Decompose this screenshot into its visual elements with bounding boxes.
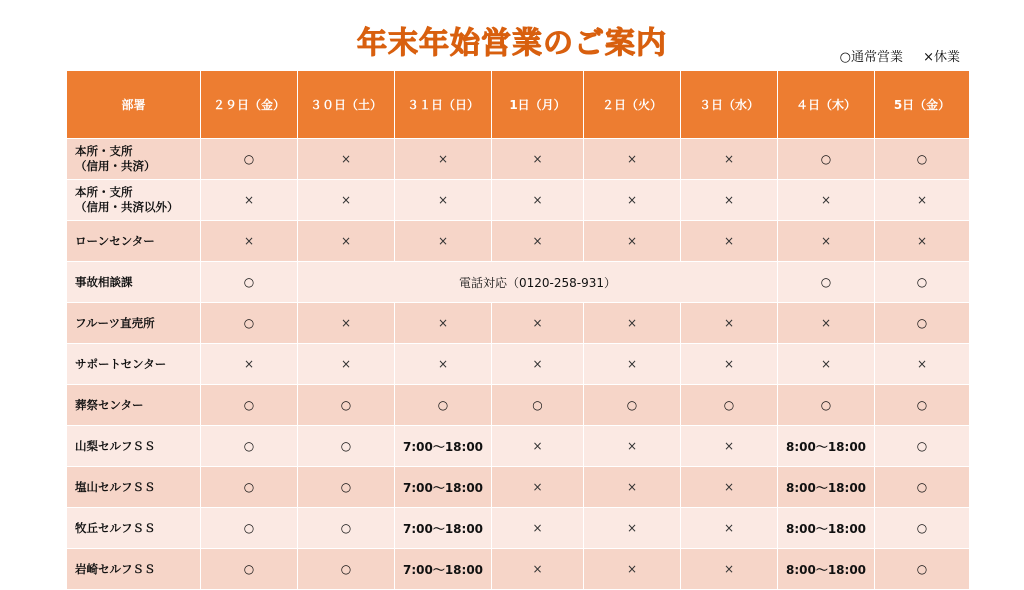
status-cell-hours: 8:00～18:00	[778, 426, 875, 467]
dept-name	[67, 262, 201, 303]
status-cell-closed: ×	[201, 221, 298, 262]
status-cell-closed: ×	[395, 180, 492, 221]
status-cell-open: ○	[875, 385, 970, 426]
status-cell-closed: ×	[201, 344, 298, 385]
table-row	[67, 385, 970, 426]
status-cell-hours: 7:00～18:00	[395, 467, 492, 508]
status-cell-closed: ×	[201, 180, 298, 221]
status-cell-closed: ×	[298, 344, 395, 385]
dept-name-line1: 葬祭センター	[75, 397, 144, 412]
status-cell-closed: ×	[681, 508, 778, 549]
dept-name-line1: ローンセンター	[75, 233, 155, 248]
status-cell-open: ○	[201, 385, 298, 426]
status-cell-closed: ×	[778, 221, 875, 262]
table-row	[67, 426, 970, 467]
status-cell-open: ○	[298, 467, 395, 508]
status-cell-closed: ×	[492, 139, 584, 180]
status-cell-hours: 8:00～18:00	[778, 508, 875, 549]
status-cell-open: ○	[201, 139, 298, 180]
status-cell-hours: 8:00～18:00	[778, 467, 875, 508]
status-cell-closed: ×	[298, 221, 395, 262]
dept-name	[67, 549, 201, 590]
status-cell-open: ○	[298, 426, 395, 467]
header-day: 5日（金）	[875, 71, 970, 139]
table-row	[67, 549, 970, 590]
status-cell-closed: ×	[492, 508, 584, 549]
status-cell-closed: ×	[681, 426, 778, 467]
status-cell-open: ○	[201, 303, 298, 344]
legend	[824, 46, 960, 65]
legend-closed: ×休業	[923, 50, 960, 65]
table-row	[67, 221, 970, 262]
status-cell-open: ○	[298, 549, 395, 590]
status-cell-open: ○	[875, 549, 970, 590]
status-cell-open: ○	[875, 426, 970, 467]
header-day: ３１日（日）	[395, 71, 492, 139]
header-day: ２９日（金）	[201, 71, 298, 139]
status-cell-closed: ×	[492, 426, 584, 467]
status-cell-closed: ×	[492, 467, 584, 508]
dept-name-line1: 本所・支所	[75, 144, 133, 158]
status-cell-closed: ×	[395, 303, 492, 344]
status-cell-closed: ×	[584, 180, 681, 221]
status-cell-closed: ×	[778, 303, 875, 344]
status-cell-open: ○	[395, 385, 492, 426]
status-cell-open: ○	[875, 262, 970, 303]
status-cell-open: ○	[875, 508, 970, 549]
dept-name	[67, 344, 201, 385]
header-day: ３０日（土）	[298, 71, 395, 139]
header-dept: 部署	[67, 71, 201, 139]
status-cell-closed: ×	[875, 344, 970, 385]
status-cell-closed: ×	[681, 549, 778, 590]
status-cell-closed: ×	[584, 549, 681, 590]
status-cell-closed: ×	[681, 180, 778, 221]
dept-name	[67, 180, 201, 221]
dept-name-line1: 牧丘セルフＳＳ	[75, 520, 156, 535]
table-row	[67, 262, 970, 303]
status-cell-closed: ×	[584, 139, 681, 180]
page-title: 年末年始営業のご案内	[357, 26, 667, 61]
table-row	[67, 344, 970, 385]
schedule-body	[67, 139, 970, 590]
dept-name	[67, 508, 201, 549]
status-cell-open: ○	[201, 508, 298, 549]
status-cell-closed: ×	[681, 139, 778, 180]
status-cell-open: ○	[584, 385, 681, 426]
dept-name-line2: （信用・共済）	[75, 159, 156, 173]
status-cell-closed: ×	[584, 221, 681, 262]
dept-name-line1: 塩山セルフＳＳ	[75, 479, 156, 494]
table-row	[67, 180, 970, 221]
dept-name	[67, 385, 201, 426]
dept-name	[67, 426, 201, 467]
table-row	[67, 139, 970, 180]
status-cell-open: ○	[778, 262, 875, 303]
status-cell-closed: ×	[681, 221, 778, 262]
status-cell-closed: ×	[298, 303, 395, 344]
status-cell-hours: 7:00～18:00	[395, 549, 492, 590]
status-cell-open: ○	[875, 139, 970, 180]
table-row	[67, 467, 970, 508]
status-cell-closed: ×	[584, 508, 681, 549]
status-cell-hours: 7:00～18:00	[395, 426, 492, 467]
dept-name-line1: サポートセンター	[75, 356, 167, 371]
status-cell-closed: ×	[492, 303, 584, 344]
header-day: 1日（月）	[492, 71, 584, 139]
status-cell-closed: ×	[492, 221, 584, 262]
status-cell-closed: ×	[778, 180, 875, 221]
status-cell-open: ○	[681, 385, 778, 426]
dept-name	[67, 303, 201, 344]
status-cell-closed: ×	[778, 344, 875, 385]
dept-name	[67, 139, 201, 180]
status-cell-open: ○	[201, 467, 298, 508]
status-cell-open: ○	[875, 467, 970, 508]
status-cell-closed: ×	[492, 549, 584, 590]
header-day: ３日（水）	[681, 71, 778, 139]
dept-name-line1: 本所・支所	[75, 185, 133, 199]
status-cell-closed: ×	[492, 180, 584, 221]
status-cell-closed: ×	[681, 303, 778, 344]
status-cell-closed: ×	[298, 139, 395, 180]
status-cell-closed: ×	[681, 344, 778, 385]
dept-name-line2: （信用・共済以外）	[75, 200, 179, 214]
status-cell-closed: ×	[584, 303, 681, 344]
status-cell-closed: ×	[875, 180, 970, 221]
status-cell-open: ○	[875, 303, 970, 344]
dept-name-line1: 岩崎セルフＳＳ	[75, 561, 156, 576]
status-cell-hours: 7:00～18:00	[395, 508, 492, 549]
status-cell-open: ○	[201, 262, 298, 303]
dept-name-line1: フルーツ直売所	[75, 315, 155, 330]
status-cell-closed: ×	[584, 344, 681, 385]
status-cell-closed: ×	[875, 221, 970, 262]
status-cell-phone: 電話対応（0120-258-931）	[298, 262, 778, 303]
status-cell-closed: ×	[395, 344, 492, 385]
status-cell-open: ○	[492, 385, 584, 426]
schedule-table	[66, 70, 970, 590]
status-cell-closed: ×	[395, 221, 492, 262]
status-cell-open: ○	[778, 385, 875, 426]
status-cell-open: ○	[298, 508, 395, 549]
status-cell-open: ○	[778, 139, 875, 180]
header-day: ４日（木）	[778, 71, 875, 139]
status-cell-closed: ×	[395, 139, 492, 180]
table-row	[67, 508, 970, 549]
status-cell-closed: ×	[492, 344, 584, 385]
dept-name-line1: 事故相談課	[75, 274, 133, 289]
status-cell-closed: ×	[584, 467, 681, 508]
table-row	[67, 303, 970, 344]
legend-open: ○通常営業	[839, 50, 903, 65]
status-cell-open: ○	[298, 385, 395, 426]
status-cell-open: ○	[201, 549, 298, 590]
dept-name-line1: 山梨セルフＳＳ	[75, 438, 156, 453]
status-cell-closed: ×	[584, 426, 681, 467]
dept-name	[67, 467, 201, 508]
header-row	[67, 71, 970, 139]
status-cell-open: ○	[201, 426, 298, 467]
status-cell-closed: ×	[298, 180, 395, 221]
status-cell-closed: ×	[681, 467, 778, 508]
dept-name	[67, 221, 201, 262]
header-day: ２日（火）	[584, 71, 681, 139]
status-cell-hours: 8:00～18:00	[778, 549, 875, 590]
